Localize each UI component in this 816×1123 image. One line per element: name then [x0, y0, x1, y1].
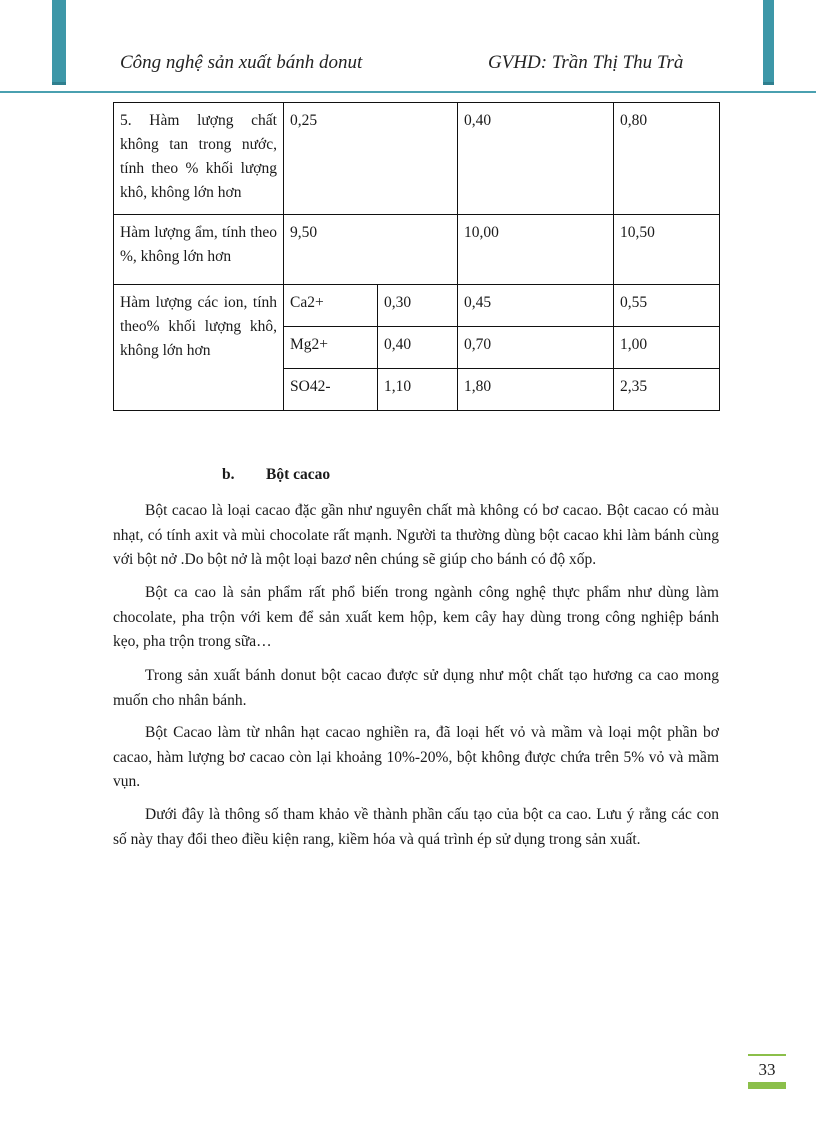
spec-table — [113, 102, 720, 411]
table-cell-ion: Mg2+ — [284, 327, 378, 369]
header-supervisor: GVHD: Trần Thị Thu Trà — [488, 52, 684, 73]
table-cell: 0,40 — [458, 103, 614, 215]
table-cell: 2,35 — [614, 369, 720, 411]
table-cell-ion: SO42- — [284, 369, 378, 411]
paragraph: Dưới đây là thông số tham khảo về thành phần cấu tạo của bột ca cao. Lưu ý rằng các con số này thay đổi theo điều kiện rang, kiềm hóa và quá trình ép sử dụng trong sản xuất. — [113, 806, 719, 848]
table-row — [114, 285, 720, 327]
table-cell-ion: Ca2+ — [284, 285, 378, 327]
table-cell: 10,00 — [458, 215, 614, 285]
table-row — [114, 215, 720, 285]
table-cell: 0,40 — [378, 327, 458, 369]
paragraph: Bột ca cao là sản phẩm rất phổ biến trong ngành công nghệ thực phẩm như dùng làm chocolate, pha trộn với kem để sản xuất kem hộp, kem cây hay dùng trong công nghiệp bánh kẹo, pha trộn trong sữa… — [113, 584, 719, 650]
section-title: Bột cacao — [266, 466, 331, 483]
table-cell: 0,45 — [458, 285, 614, 327]
header-divider — [0, 91, 816, 93]
table-cell-label: 5. Hàm lượng chất không tan trong nước, tính theo % khối lượng khô, không lớn hơn — [114, 103, 284, 215]
section-letter: b. — [222, 466, 235, 483]
header-left-bar — [52, 0, 66, 85]
table-row — [114, 103, 720, 215]
table-cell: 0,25 — [284, 103, 458, 215]
table-cell: 0,70 — [458, 327, 614, 369]
table-cell: 10,50 — [614, 215, 720, 285]
paragraph: Trong sản xuất bánh donut bột cacao được sử dụng như một chất tạo hương ca cao mong muốn cho nhân bánh. — [113, 667, 719, 709]
table-cell: 1,10 — [378, 369, 458, 411]
table-cell: 9,50 — [284, 215, 458, 285]
table-cell: 1,80 — [458, 369, 614, 411]
header-title: Công nghệ sản xuất bánh donut — [120, 52, 363, 73]
page-number: 33 — [748, 1054, 786, 1080]
table-cell-label: Hàm lượng các ion, tính theo% khối lượng khô, không lớn hơn — [114, 285, 284, 411]
table-cell-label: Hàm lượng ẩm, tính theo %, không lớn hơn — [114, 215, 284, 285]
page-number-bar — [748, 1082, 786, 1089]
paragraph: Bột cacao là loại cacao đặc gần như nguyên chất mà không có bơ cacao. Bột cacao có màu nhạt, có tính axit và mùi chocolate rất mạnh. Người ta thường dùng bột cacao khi làm bánh cùng với bột nở .Do bột nở là một loại bazơ nên chúng sẽ giúp cho bánh có độ xốp. — [113, 502, 719, 568]
section-heading — [222, 466, 330, 484]
table-cell: 0,80 — [614, 103, 720, 215]
paragraph: Bột Cacao làm từ nhân hạt cacao nghiền ra, đã loại hết vỏ và mầm và loại một phần bơ cacao, hàm lượng bơ cacao còn lại khoảng 10%-20%, bột không được chứa trên 5% vỏ và mầm vụn. — [113, 724, 719, 790]
table-cell: 0,55 — [614, 285, 720, 327]
table-cell: 0,30 — [378, 285, 458, 327]
table-cell: 1,00 — [614, 327, 720, 369]
header-right-bar — [763, 0, 774, 85]
